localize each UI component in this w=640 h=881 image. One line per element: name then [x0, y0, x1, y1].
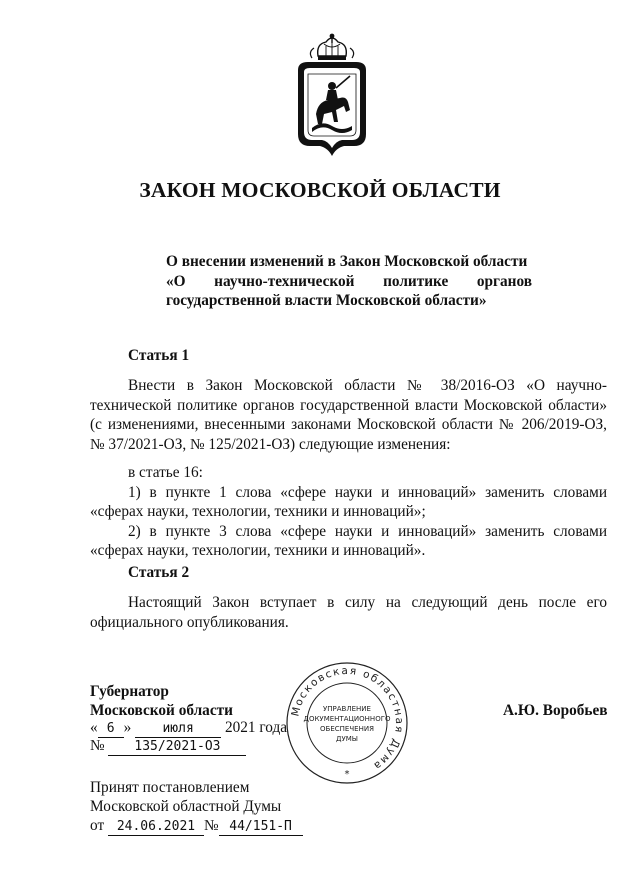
adoption-prefix: от: [90, 817, 105, 834]
article-1-item-2: 2) в пункте 3 слова «сфере науки и инноваций» заменить словами «сферах науки, технологии, техники и инноваций».: [90, 522, 607, 560]
adoption-line: Принят постановлением: [90, 779, 250, 796]
stamp-center-line: ДУМЫ: [336, 735, 358, 743]
date-day: 6: [98, 721, 124, 738]
date-open-quote: «: [90, 719, 98, 736]
article-1-intro: [90, 376, 607, 454]
coat-of-arms-emblem: [288, 30, 376, 158]
stamp-center-line: ДОКУМЕНТАЦИОННОГО: [303, 715, 391, 723]
date-month: июля: [135, 721, 221, 738]
stamp-center-line: ОБЕСПЕЧЕНИЯ: [320, 725, 374, 733]
stamp-star-icon: *: [344, 769, 350, 780]
law-number: [90, 736, 246, 756]
article-2-text: Настоящий Закон вступает в силу на следующий день после его официального опубликования.: [90, 594, 607, 631]
subject-line: государственной власти Московской области»: [166, 292, 487, 310]
stamp-center-line: УПРАВЛЕНИЕ: [323, 705, 371, 713]
subject-line: «О научно-технической политике органов: [166, 272, 532, 290]
date-year: 2021 года: [224, 719, 288, 736]
article-1-item-1: 1) в пункте 1 слова «сфере науки и инноваций» заменить словами «сферах науки, технологии, техники и инноваций»;: [90, 483, 607, 521]
number-prefix: №: [90, 737, 105, 754]
adoption-date: 24.06.2021: [108, 819, 204, 836]
article-1-intro-text: Внести в Закон Московской области № 38/2016-ОЗ «О научно-технической политике органов государственной власти Московской области» (с изменениями, внесенными законами Московской области № 206/2019-ОЗ, № 37/2021-ОЗ, № 125/2021-ОЗ) следующие изменения:: [90, 377, 607, 453]
law-number-value: 135/2021-ОЗ: [108, 739, 246, 756]
law-subject: [166, 252, 532, 311]
adoption-date-line: [90, 816, 303, 836]
law-title: ЗАКОН МОСКОВСКОЙ ОБЛАСТИ: [139, 178, 501, 202]
official-stamp: [284, 660, 410, 786]
signatory-title-line: Губернатор: [90, 683, 169, 700]
adoption-note: [90, 778, 303, 836]
adoption-number-prefix: №: [203, 817, 219, 834]
signatory-name: А.Ю. Воробьев: [503, 702, 608, 719]
article-2-heading: Статья 2: [128, 564, 190, 581]
adoption-line: Московской областной Думы: [90, 798, 282, 815]
article-1-lead: в статье 16:: [128, 464, 203, 481]
article-1-items: [90, 463, 607, 561]
signatory-title-line: Московской области: [90, 701, 233, 719]
article-2-body: [90, 593, 607, 632]
date-close-quote: »: [123, 719, 132, 736]
subject-line: О внесении изменений в Закон Московской области: [166, 253, 528, 270]
signatory-title: [90, 683, 233, 720]
article-1-heading: Статья 1: [128, 347, 190, 364]
stamp-ring-text: Московская областная Дума: [289, 664, 406, 773]
signing-date: [90, 718, 287, 738]
crown-icon: [310, 34, 353, 60]
adoption-number: 44/151-П: [219, 819, 303, 836]
